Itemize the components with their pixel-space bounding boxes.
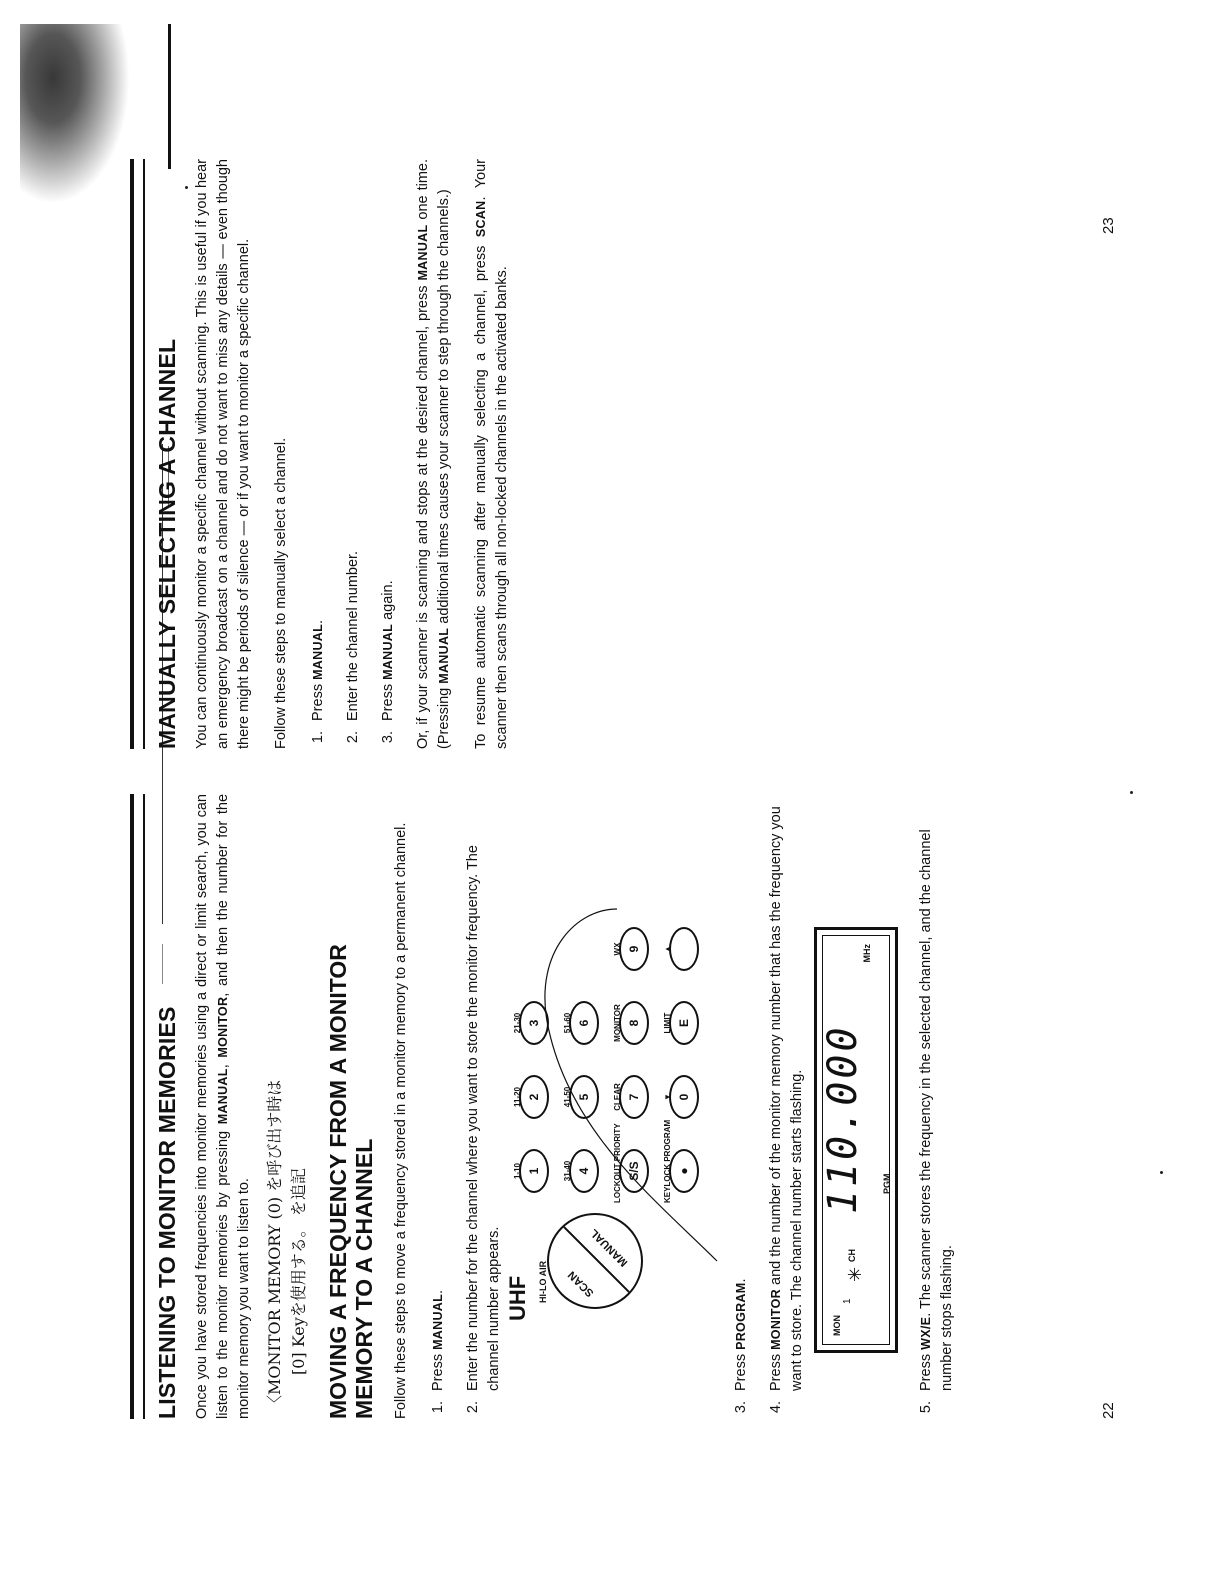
keypad-grid [507,903,707,1203]
keypad-key [607,991,649,1055]
manual-paragraph-3: Or, if your scanner is scanning and stops at the desired channel, press MANUAL one time. (Pressing MANUAL additional times causes your scanner to step through the channels.) [415,159,452,749]
keypad-key [607,1065,649,1129]
keypad-key-label: 41-50 [563,1086,572,1108]
listening-title: LISTENING TO MONITOR MEMORIES [154,1006,180,1419]
keypad-key-label: 31-40 [563,1160,572,1182]
keypad-key-label: MONITOR [613,1004,622,1042]
keypad-key-label: LOCKOUT PRIORITY [613,1123,622,1203]
lcd-display-figure: MON 1 ✳ CH 110.000 MHz PGM [814,927,898,1353]
keypad-key-label: KEYLOCK PROGRAM [663,1119,672,1203]
keypad-key [507,1139,549,1203]
keypad-key [557,1065,599,1129]
keypad-key-label: ▲ [663,945,672,953]
keypad-key [607,1123,649,1203]
handwritten-note: 〈MONITOR MEMORY (0) を呼び出す時は [0] Keyを使用する。 を追記 [265,1079,308,1411]
scan-manual-key: SCAN MANUAL [547,1213,643,1309]
page-number-23: 23 [1100,217,1117,234]
keypad-key-label: 1-10 [513,1163,522,1180]
manual-paragraph-1: You can continuously monitor a specific channel without scanning. This is useful if you hear an emergency broadcast on a channel and do not want to miss any details — even though there might be periods of silence — or if you want to monitor a specific channel. [194,159,252,749]
page-top-rule-left [168,24,171,169]
keypad-key-button: 8 [619,1001,649,1045]
keypad-key-button: 2 [519,1075,549,1119]
uhf-logo: UHF [505,1275,530,1321]
manual-step-3: 3. Press MANUAL again. [378,159,399,727]
keypad-key-button: 0 [669,1075,699,1119]
keypad-key-label: ▼ [663,1093,672,1101]
keypad-key [657,1119,699,1203]
keypad-key-button: S/S [619,1149,649,1193]
section-header-bar [130,794,145,1419]
keypad-row [657,903,699,1203]
keypad-key-label: 21-30 [513,1012,522,1034]
scan-dot [1130,791,1133,794]
lcd-frequency: 110.000 [820,1024,866,1214]
keypad-key-button: 7 [619,1075,649,1119]
page-22 [130,794,972,1419]
keypad-figure: UHF HI-LO AIR SCAN MANUAL 1-10 1 11-20 2 21-30 3 31-40 4 41-50 5 51-60 6 LOCKOUT PRIORITY S/S CLEAR 7 MONITOR 8 WX 9 KEYLOCK PROGRAM ● ▼ 0 LIMIT E ▲ [507,901,717,1321]
keypad-key [557,991,599,1055]
keypad-key-button: ● [669,1149,699,1193]
keypad-key-label: WX [613,942,622,956]
page-number-22: 22 [1100,1402,1117,1419]
moving-step-5: 5. Press WX/E. The scanner stores the frequency in the selected channel, and the channel number stops flashing. [916,794,958,1397]
page-23 [130,159,529,749]
keypad-key-button: 3 [519,1001,549,1045]
keypad-key-button: 9 [619,927,649,971]
keypad-key [507,1065,549,1129]
keypad-key [657,917,699,981]
keypad-key-label: 51-60 [563,1012,572,1034]
keypad-key-label: CLEAR [613,1083,622,1111]
moving-step-1: 1. Press MANUAL. [428,794,449,1397]
moving-step-4: 4. Press MONITOR and the number of the monitor memory number that has the frequency you want to store. The channel number starts flashing. MON 1 ✳ CH 110.000 MHz PGM [766,794,898,1397]
moving-intro: Follow these steps to move a frequency stored in a monitor memory to a permanent channel. [393,822,409,1419]
keypad-key [607,917,649,981]
keypad-key-button: 1 [519,1149,549,1193]
moving-steps [428,794,958,1419]
scan-dot [1160,1171,1163,1174]
scan-dot [185,186,188,189]
manual-steps [308,159,399,749]
keypad-key-button: 4 [569,1149,599,1193]
keypad-row [557,903,599,1203]
listening-paragraph: Once you have stored frequencies into monitor memories using a direct or limit search, you can listen to the monitor memories by pressing MANUAL, MONITOR, and then the number for the monitor memory you want to listen to. [194,793,252,1419]
manual-step-1: 1. Press MANUAL. [308,159,329,727]
keypad-key-label: 11-20 [513,1086,522,1108]
moving-step-2: 2. Enter the number for the channel where you want to store the monitor frequency. The channel number appears. UHF HI-LO AIR SCAN MANUAL 1-10 1 11-20 2 21-30 3 31-40 4 41-50 5 51-60 6 LOCKOUT PRIORITY S/S CLEAR 7 MONITOR 8 WX 9 KEYLOCK PROGRAM ● ▼ 0 LIMIT E ▲ [463,794,717,1397]
keypad-key [557,1139,599,1203]
keypad-row [507,903,549,1203]
keypad-key-button: 5 [569,1075,599,1119]
keypad-key [507,991,549,1055]
scan-artifact [20,24,130,204]
manual-step-2: 2. Enter the channel number. [343,159,364,727]
section-header-bar [130,159,145,749]
keypad-key-button [669,927,699,971]
manually-selecting-title: MANUALLY SELECTING A CHANNEL [154,338,180,749]
keypad-key-button: E [669,1001,699,1045]
moving-step-3: 3. Press PROGRAM. [731,794,752,1397]
manual-paragraph-4: To resume automatic scanning after manually selecting a channel, press SCAN. Your scanner then scans through all non-locked channels in the activated banks. [473,159,510,749]
manual-paragraph-2: Follow these steps to manually select a channel. [273,437,289,749]
keypad-key [657,1065,699,1129]
keypad-key-button: 6 [569,1001,599,1045]
keypad-key [657,991,699,1055]
flashing-indicator-icon: ✳ [845,1266,865,1282]
moving-title: MOVING A FREQUENCY FROM A MONITOR MEMORY TO A CHANNEL [325,944,377,1419]
keypad-key-label: LIMIT [663,1012,672,1034]
keypad-row [607,903,649,1203]
